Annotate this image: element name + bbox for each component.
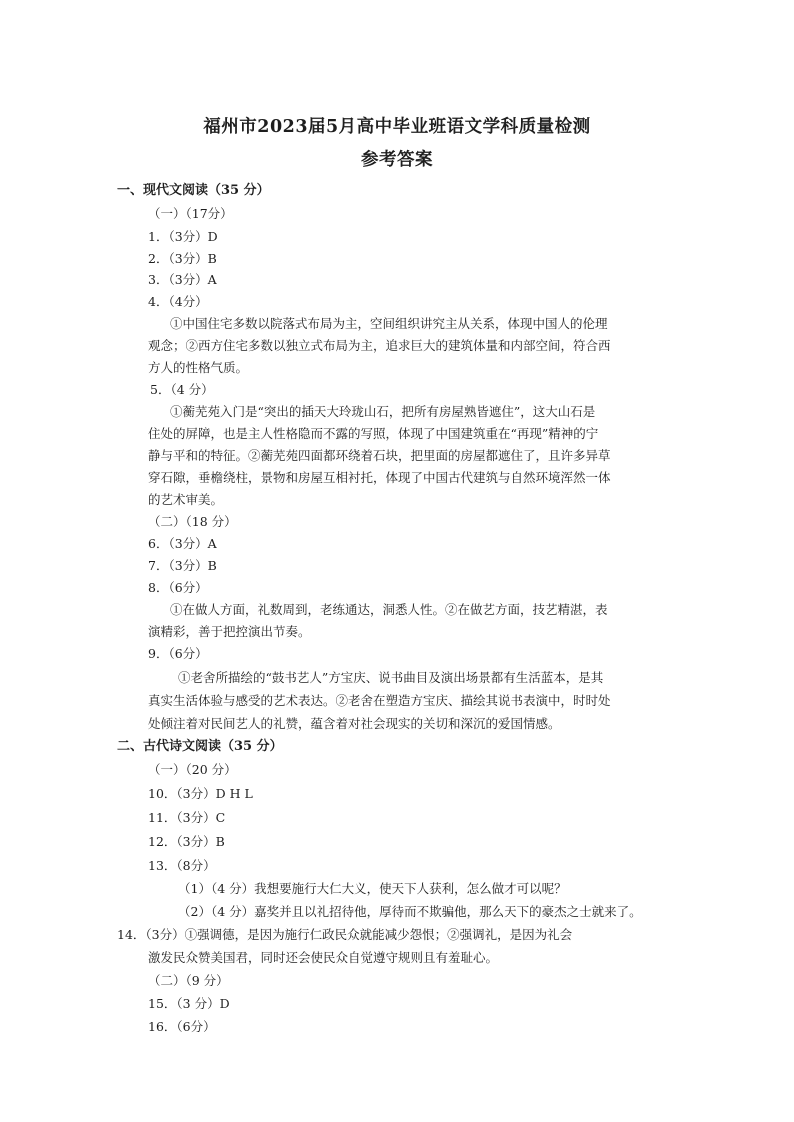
answer-line: 15．（3 分）D: [148, 996, 230, 1011]
answer-text: 的艺术审美。: [148, 492, 224, 507]
answer-line: 10．（3分）D H L: [148, 786, 253, 801]
answer-line: 8．（6分）: [148, 580, 208, 595]
document-subtitle: 参考答案: [361, 150, 433, 170]
answer-text: ①蘅芜苑入门是“突出的插天大玲珑山石，把所有房屋熟皆遮住”，这大山石是: [170, 404, 596, 419]
answer-line: 5．（4 分）: [150, 382, 214, 397]
answer-line: 9．（6分）: [148, 646, 208, 661]
answer-line: 13．（8分）: [148, 858, 216, 873]
answer-text: ①在做人方面，礼数周到，老练通达，洞悉人性。②在做艺方面，技艺精湛，表: [170, 602, 608, 617]
answer-text: 穿石隙，垂檐绕柱，景物和房屋互相衬托，体现了中国古代建筑与自然环境浑然一体: [148, 470, 611, 485]
answer-line: 16．（6分）: [148, 1019, 216, 1034]
section-heading-classical-reading: 二、古代诗文阅读（35 分）: [117, 739, 283, 754]
answer-line: 2．（3分）B: [148, 251, 217, 266]
part-heading: （二）（9 分）: [148, 973, 229, 988]
answer-text: 观念；②西方住宅多数以独立式布局为主，追求巨大的建筑体量和内部空间，符合西: [148, 338, 611, 353]
answer-line: 7．（3分）B: [148, 558, 217, 573]
answer-text: （2）（4 分）嘉奖并且以礼招待他，厚待而不欺骗他，那么天下的豪杰之士就来了。: [178, 904, 642, 919]
answer-text: ①老舍所描绘的“鼓书艺人”方宝庆、说书曲目及演出场景都有生活蓝本，是其: [178, 670, 604, 685]
answer-line: 6．（3分）A: [148, 536, 217, 551]
answer-text: （1）（4 分）我想要施行大仁大义，使天下人获利，怎么做才可以呢？: [178, 881, 567, 896]
section-heading-modern-reading: 一、现代文阅读（35 分）: [117, 183, 270, 198]
answer-line: 4．（4分）: [148, 294, 208, 309]
answer-text: 住处的屏障，也是主人性格隐而不露的写照，体现了中国建筑重在“再现”精神的宁: [148, 426, 599, 441]
answer-text: 真实生活体验与感受的艺术表达。②老舍在塑造方宝庆、描绘其说书表演中，时时处: [148, 693, 611, 708]
answer-line: 11．（3分）C: [148, 810, 226, 825]
part-heading: （一）（17分）: [148, 206, 233, 221]
answer-text: ①中国住宅多数以院落式布局为主，空间组织讲究主从关系，体现中国人的伦理: [170, 316, 608, 331]
answer-text: 静与平和的特征。②蘅芜苑四面都环绕着石块，把里面的房屋都遮住了，且许多异草: [148, 448, 611, 463]
part-heading: （二）（18 分）: [148, 514, 237, 529]
document-title: 福州市2023届5月高中毕业班语文学科质量检测: [203, 117, 591, 137]
answer-line: 3．（3分）A: [148, 272, 217, 287]
part-heading: （一）（20 分）: [148, 762, 237, 777]
answer-line: 14．（3分）①强调德，是因为施行仁政民众就能减少怨恨；②强调礼，是因为礼会: [117, 927, 573, 942]
answer-line: 12．（3分）B: [148, 834, 225, 849]
answer-text: 处倾注着对民间艺人的礼赞，蕴含着对社会现实的关切和深沉的爱国情感。: [148, 716, 561, 731]
answer-text: 激发民众赞美国君，同时还会使民众自觉遵守规则且有羞耻心。: [148, 950, 499, 965]
answer-text: 演精彩，善于把控演出节奏。: [148, 624, 311, 639]
answer-text: 方人的性格气质。: [148, 360, 249, 375]
answer-line: 1．（3分）D: [148, 229, 218, 244]
